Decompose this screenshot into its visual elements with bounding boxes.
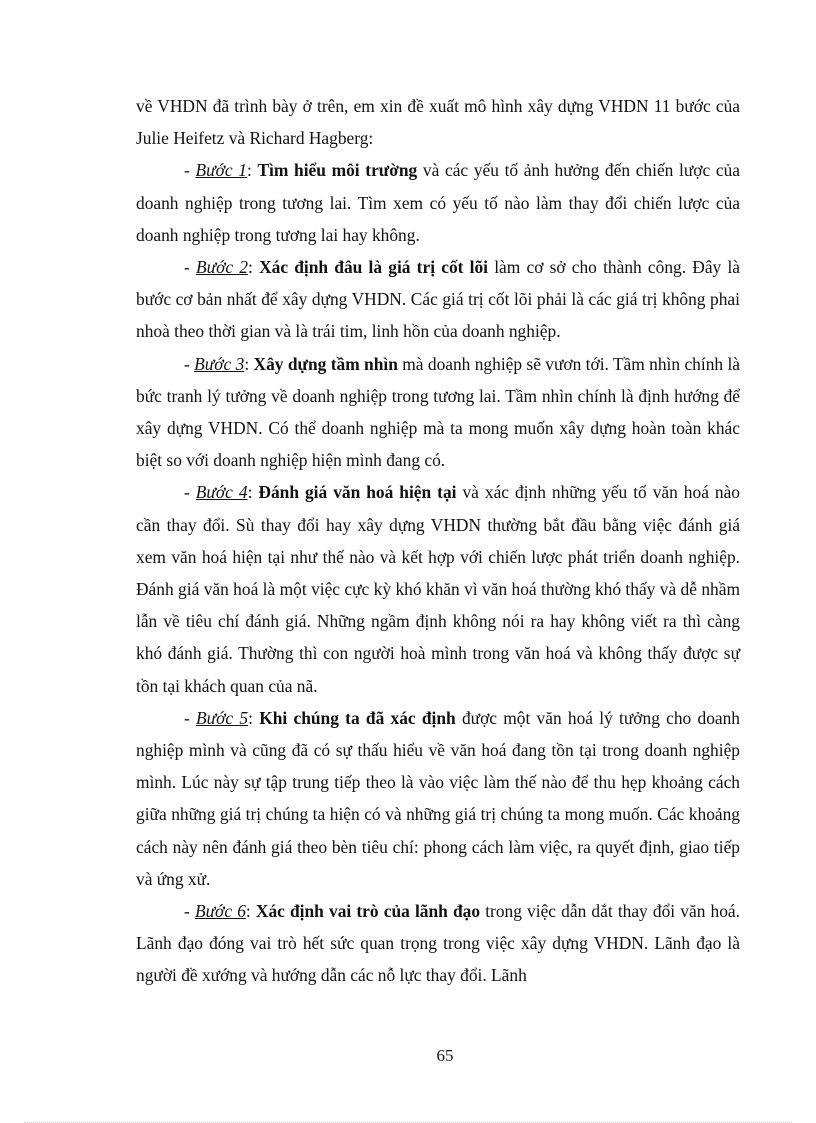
page-number: 65 (436, 1046, 454, 1065)
step-6-dash: - (184, 901, 195, 922)
step-2-paragraph (136, 251, 740, 348)
step-5-label: Bước 5 (196, 707, 249, 728)
step-3-separator: : (244, 353, 254, 374)
step-3-label: Bước 3 (194, 353, 245, 374)
step-2-title: Xác định đâu là giá trị cốt lõi (259, 257, 488, 278)
step-6-paragraph (136, 895, 740, 992)
step-2-text: làm cơ sở cho thành công. Đây là bước cơ bản nhất để xây dựng VHDN. Các giá trị cốt lõi phải là các giá trị không phai nhoà theo thời gian và là trái tim, linh hồn của doanh nghiệp. (136, 257, 741, 342)
step-4-label: Bước 4 (195, 482, 248, 503)
step-4-dash: - (184, 482, 196, 503)
step-2-label: Bước 2 (196, 257, 249, 278)
step-6-text: trong việc dẫn dắt thay đổi văn hoá. Lãnh đạo đóng vai trò hết sức quan trọng trong việc xây dựng VHDN. Lãnh đạo là người đề xướng và hướng dẫn các nỗ lực thay đổi. Lãnh (136, 901, 740, 986)
step-1-text: và các yếu tố ảnh hưởng đến chiến lược của doanh nghiệp trong tương lai. Tìm xem có yếu tố nào làm thay đổi chiến lược của doanh nghiệp trong tương lai hay không. (136, 160, 741, 245)
step-3-title: Xây dựng tầm nhìn (253, 353, 398, 374)
step-5-separator: : (248, 707, 260, 728)
step-6-label: Bước 6 (194, 901, 246, 922)
step-3-text: mà doanh nghiệp sẽ vươn tới. Tầm nhìn chính là bức tranh lý tưởng về doanh nghiệp trong tương lai. Tầm nhìn chính là định hướng để xây dựng VHDN. Có thể doanh nghiệp mà ta mong muốn xây dựng hoàn toàn khác biệt so với doanh nghiệp hiện mình đang có. (136, 353, 740, 471)
step-1-label: Bước 1 (195, 160, 247, 181)
step-3-dash: - (184, 353, 195, 374)
step-1-dash: - (184, 160, 196, 181)
step-5-dash: - (184, 707, 197, 728)
step-4-paragraph (136, 476, 740, 701)
step-1-title: Tìm hiểu môi trường (257, 160, 418, 181)
intro-paragraph: về VHDN đã trình bày ở trên, em xin đề xuất mô hình xây dựng VHDN 11 bước của Julie Heifetz và Richard Hagberg: (136, 96, 740, 149)
step-3-paragraph (136, 348, 740, 477)
page-body (136, 90, 740, 992)
step-5-title: Khi chúng ta đã xác định (259, 707, 456, 728)
step-5-text: được một văn hoá lý tưởng cho doanh nghiệp mình và cũng đã có sự thấu hiểu về văn hoá đang tồn tại trong doanh nghiệp mình. Lúc này sự tập trung tiếp theo là vào việc làm thế nào để thu hẹp khoảng cách giữa những giá trị chúng ta hiện có và những giá trị chúng ta mong muốn. Các khoảng cách này nên đánh giá theo bèn tiêu chí: phong cách làm việc, ra quyết định, giao tiếp và ứng xử. (136, 707, 741, 889)
step-1-paragraph (136, 154, 740, 251)
step-6-separator: : (245, 901, 256, 922)
step-1-separator: : (246, 160, 258, 181)
step-5-paragraph (136, 702, 740, 895)
step-4-title: Đánh giá văn hoá hiện tại (258, 482, 457, 503)
step-2-dash: - (184, 257, 196, 278)
step-4-text: và xác định những yếu tố văn hoá nào cần thay đổi. Sù thay đổi hay xây dựng VHDN thường bắt đầu bằng việc đánh giá xem văn hoá hiện tại như thế nào và kết hợp với chiến lược phát triển doanh nghiệp. Đánh giá văn hoá là một việc cực kỳ khó khăn vì văn hoá thường khó thấy và dễ nhầm lẫn về tiêu chí đánh giá. Những ngầm định không nói ra hay không viết ra thì càng khó đánh giá. Thường thì con người hoà mình trong văn hoá và không thấy được sự tồn tại khách quan của nã. (136, 482, 741, 696)
step-6-title: Xác định vai trò của lãnh đạo (255, 901, 481, 922)
step-4-separator: : (247, 482, 259, 503)
step-2-separator: : (248, 257, 260, 278)
